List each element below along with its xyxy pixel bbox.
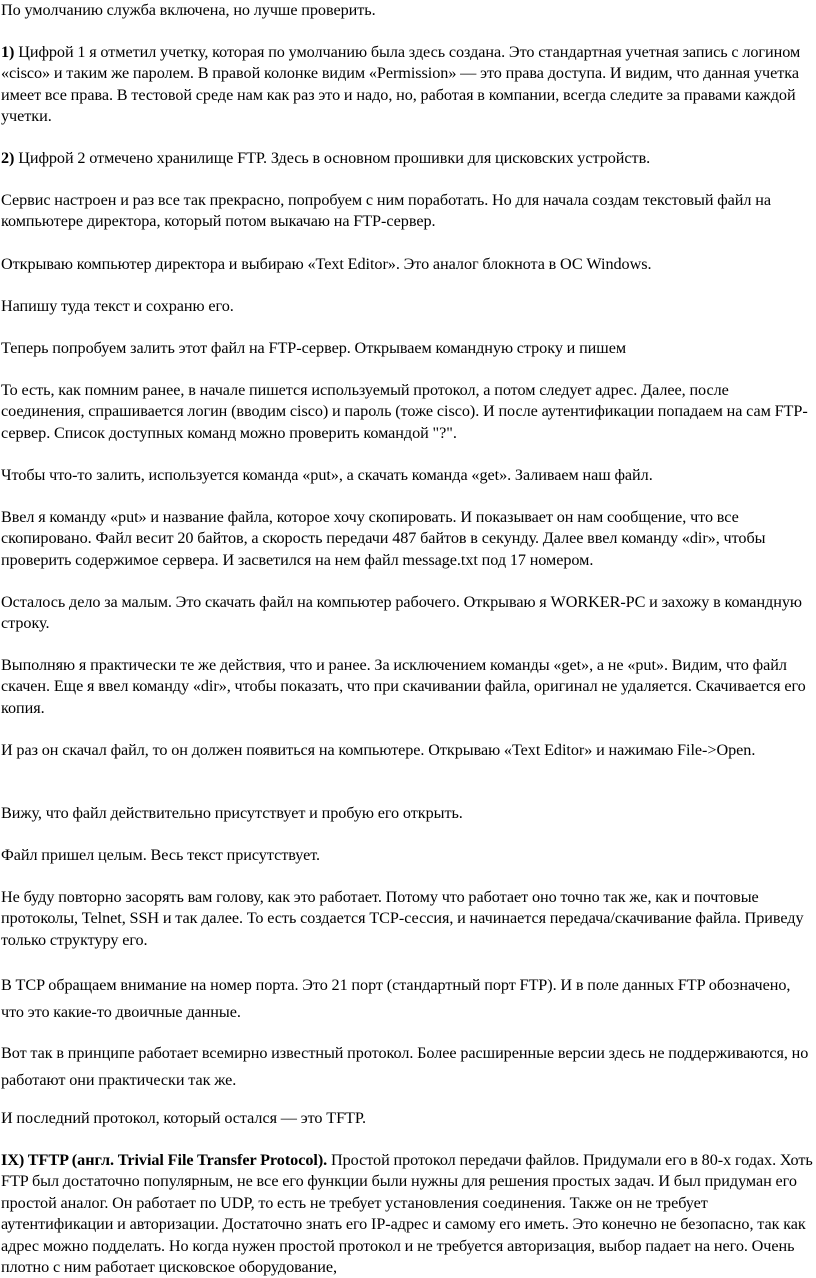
paragraph-11: Осталось дело за малым. Это скачать файл на компьютер рабочего. Открываю я WORKER-PC и захожу в командную строку. (1, 593, 802, 633)
paragraph-5: Открываю компьютер директора и выбираю «Text Editor». Это аналог блокнота в ОС Windows. (1, 255, 652, 273)
paragraph-9: Чтобы что-то залить, используется команда «put», а скачать команда «get». Заливаем наш файл. (1, 466, 653, 484)
paragraph-1: По умолчанию служба включена, но лучше проверить. (1, 1, 376, 19)
paragraph-14: Вижу, что файл действительно присутствует и пробую его открыть. (1, 804, 463, 822)
paragraph-4: Сервис настроен и раз все так прекрасно, попробуем с ним поработать. Но для начала создам текстовый файл на компьютере директора, который потом выкачаю на FTP-сервер. (1, 191, 771, 231)
paragraph-3: 2) Цифрой 2 отмечено хранилище FTP. Здесь в основном прошивки для цисковских устройств. (1, 149, 651, 167)
paragraph-13: И раз он скачал файл, то он должен появиться на компьютере. Открываю «Text Editor» и нажимаю File->Open. (1, 741, 756, 759)
paragraph-7: Теперь попробуем залить этот файл на FTP-сервер. Открываем командную строку и пишем (1, 339, 627, 357)
paragraph-12: Выполняю я практически те же действия, что и ранее. За исключением команды «get», а не «put». Видим, что файл скачен. Еще я ввел команду «dir», чтобы показать, что при скачивании файла, оригинал не удаляется. Скачивается его копия. (1, 656, 806, 717)
paragraph-8: То есть, как помним ранее, в начале пишется используемый протокол, а потом следует адрес. Далее, после соединения, спрашивается логин (вводим cisco) и пароль (тоже cisco). И после аутентификации попадаем на сам FTP-сервер. Список доступных команд можно проверить командой "?". (1, 381, 808, 442)
item-number: 2) (1, 149, 15, 167)
section-heading: IX) TFTP (англ. Trivial File Transfer Protocol). (1, 1151, 328, 1169)
paragraph-15: Файл пришел целым. Весь текст присутствует. (1, 846, 321, 864)
paragraph-19: И последний протокол, который остался — это TFTP. (1, 1109, 367, 1127)
paragraph-6: Напишу туда текст и сохраню его. (1, 297, 234, 315)
item-number: 1) (1, 43, 15, 61)
paragraph-17: В TCP обращаем внимание на номер порта. Это 21 порт (стандартный порт FTP). И в поле данных FTP обозначено, что это какие-то двоичные данные. (1, 976, 791, 1021)
paragraph-10: Ввел я команду «put» и название файла, которое хочу скопировать. И показывает он нам сообщение, что все скопировано. Файл весит 20 байтов, а скорость передачи 487 байтов в секунду. Далее ввел команду «dir», чтобы проверить содержимое сервера. И засветился на нем файл message.txt под 17 номером. (1, 508, 766, 569)
paragraph-18: Вот так в принципе работает всемирно известный протокол. Более расширенные версии здесь не поддерживаются, но работают они практически так же. (1, 1044, 809, 1089)
paragraph-20: IX) TFTP (англ. Trivial File Transfer Protocol). Простой протокол передачи файлов. Придумали его в 80-х годах. Хоть FTP был достаточно популярным, не все его функции были нужны для решения простых задач. И был придуман его простой аналог. Он работает по UDP, то есть не требует установления соединения. Также он не требует аутентификации и авторизации. Достаточно знать его IP-адрес и самому его иметь. Это конечно не безопасно, так как адрес можно подделать. Но когда нужен простой протокол и не требуется авторизация, выбор падает на него. Очень плотно с ним работает цисковское оборудование, (1, 1151, 813, 1277)
paragraph-16: Не буду повторно засорять вам голову, как это работает. Потому что работает оно точно так же, как и почтовые протоколы, Telnet, SSH и так далее. То есть создается TCP-сессия, и начинается передача/скачивание файла. Приведу только структуру его. (1, 888, 804, 949)
paragraph-2: 1) Цифрой 1 я отметил учетку, которая по умолчанию была здесь создана. Это стандартная учетная запись с логином «cisco» и таким же паролем. В правой колонке видим «Permission» — это права доступа. И видим, что данная учетка имеет все права. В тестовой среде нам как раз это и надо, но, работая в компании, всегда следите за правами каждой учетки. (1, 43, 801, 126)
